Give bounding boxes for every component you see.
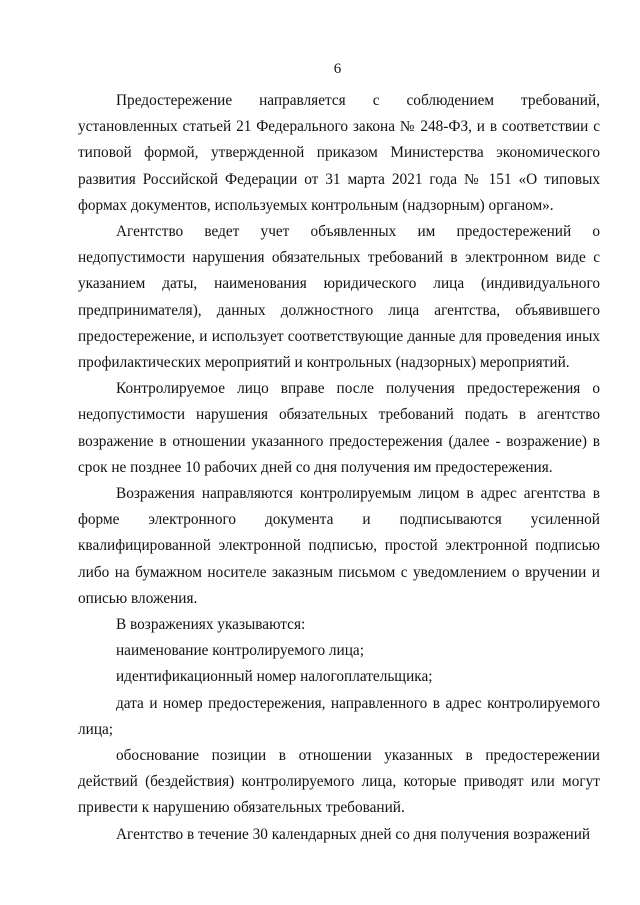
paragraph-warning-registry: Агентство ведет учет объявленных им предостережений о недопустимости нарушения обязательных требований в электронном виде с указанием даты, наименования юридического лица (индивидуального предпринимателя), данных должностного лица агентства, объявившего предостережение, и использует соответствующие данные для проведения иных профилактических мероприятий и контрольных (надзорных) мероприятий.	[78, 223, 600, 372]
paragraph-warning-procedure: Предостережение направляется с соблюдением требований, установленных статьей 21 Федерального закона № 248-ФЗ, и в соответствии с типовой формой, утвержденной приказом Министерства экономического развития Российской Федерации от 31 марта 2021 года № 151 «О типовых формах документов, используемых контрольным (надзорным) органом».	[78, 92, 600, 214]
page-number: 6	[333, 61, 342, 77]
document-body	[78, 88, 600, 848]
paragraph-objection-submission: Возражения направляются контролируемым лицом в адрес агентства в форме электронного документа и подписываются усиленной квалифицированной электронной подписью, простой электронной подписью либо на бумажном носителе заказным письмом с уведомлением о вручении и описью вложения.	[78, 485, 600, 607]
paragraph-agency-review-period: Агентство в течение 30 календарных дней со дня получения возражений	[116, 825, 591, 843]
list-item-taxpayer-id: идентификационный номер налогоплательщика;	[116, 668, 433, 686]
paragraph-objection-contents-intro: В возражениях указываются:	[116, 616, 306, 634]
list-item-entity-name: наименование контролируемого лица;	[116, 642, 364, 660]
list-item-position-justification: обоснование позиции в отношении указанных в предостережении действий (бездействия) контролируемого лица, которые приводят или могут привести к нарушению обязательных требований.	[78, 747, 600, 817]
list-item-warning-date-number: дата и номер предостережения, направленного в адрес контролируемого лица;	[78, 694, 600, 738]
paragraph-objection-right: Контролируемое лицо вправе после получения предостережения о недопустимости нарушения обязательных требований подать в агентство возражение в отношении указанного предостережения (далее - возражение) в срок не позднее 10 рабочих дней со дня получения им предостережения.	[78, 380, 600, 476]
